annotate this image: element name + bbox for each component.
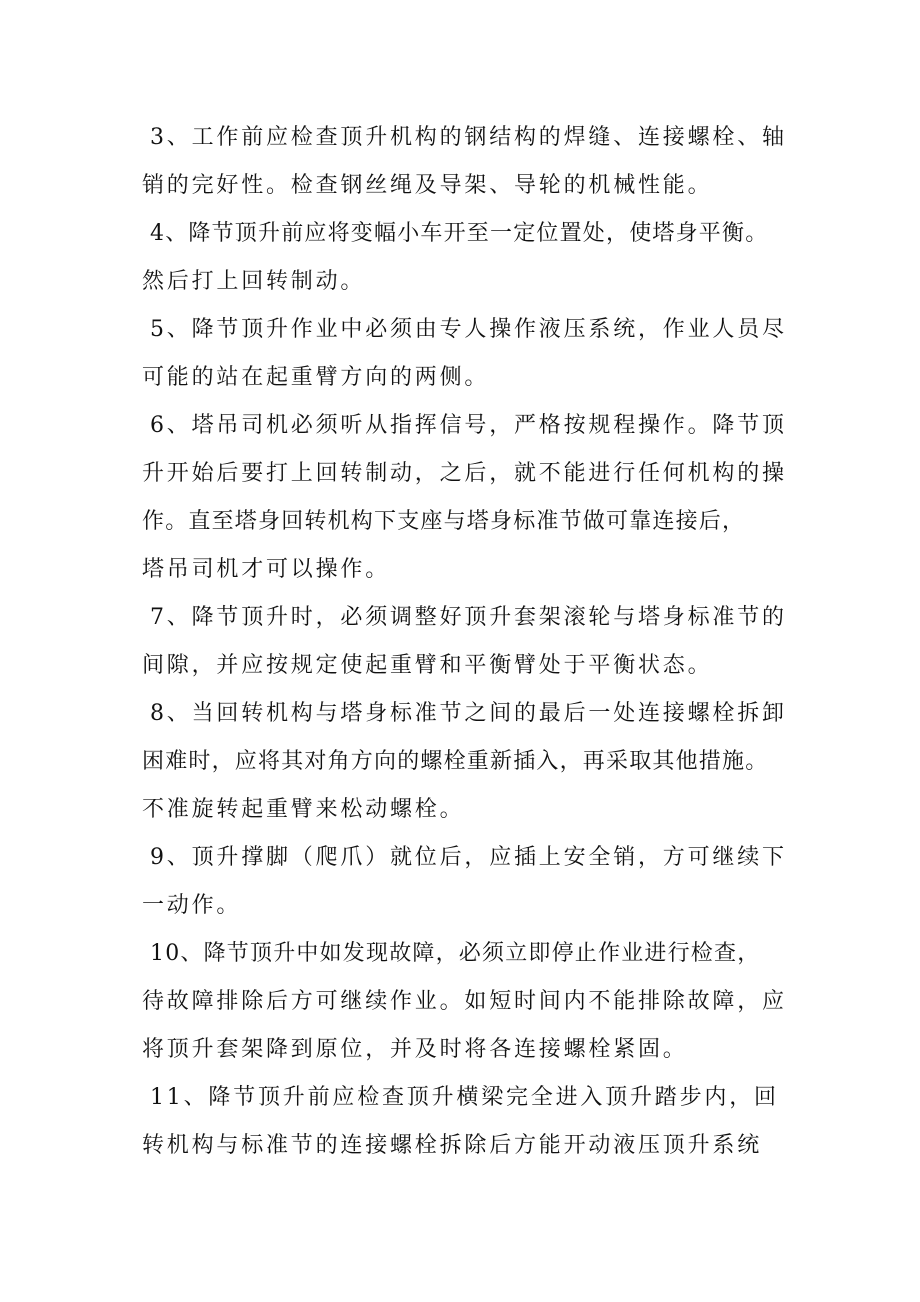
list-item-6 <box>142 402 802 594</box>
text-line: 一动作。 <box>142 893 242 918</box>
list-item-8 <box>142 690 802 834</box>
text-line: 11、降节顶升前应检查顶升横梁完全进入顶升踏步内，回 <box>150 1085 779 1110</box>
text-line: 不准旋转起重臂来松动螺栓。 <box>142 797 465 822</box>
text-line: 塔吊司机才可以操作。 <box>142 557 391 582</box>
text-line: 可能的站在起重臂方向的两侧。 <box>142 365 490 390</box>
text-line: 5、降节顶升作业中必须由专人操作液压系统，作业人员尽 <box>150 317 787 342</box>
list-item-3 <box>142 114 802 210</box>
text-line: 10、降节顶升中如发现故障，必须立即停止作业进行检查， <box>150 941 761 966</box>
text-line: 待故障排除后方可继续作业。如短时间内不能排除故障，应 <box>142 989 787 1014</box>
text-line: 6、塔吊司机必须听从指挥信号，严格按规程操作。降节顶 <box>150 413 787 438</box>
text-line: 7、降节顶升时，必须调整好顶升套架滚轮与塔身标准节的 <box>150 605 787 630</box>
text-line: 间隙，并应按规定使起重臂和平衡臂处于平衡状态。 <box>142 653 713 678</box>
list-item-11 <box>142 1074 802 1170</box>
list-item-7 <box>142 594 802 690</box>
text-line: 转机构与标准节的连接螺栓拆除后方能开动液压顶升系统 <box>142 1133 763 1158</box>
text-line: 将顶升套架降到原位，并及时将各连接螺栓紧固。 <box>142 1037 688 1062</box>
text-line: 销的完好性。检查钢丝绳及导架、导轮的机械性能。 <box>142 173 713 198</box>
document-body <box>142 114 802 1170</box>
text-line: 作。直至塔身回转机构下支座与塔身标准节做可靠连接后， <box>142 509 746 534</box>
text-line: 升开始后要打上回转制动，之后，就不能进行任何机构的操 <box>142 461 787 486</box>
text-line: 8、当回转机构与塔身标准节之间的最后一处连接螺栓拆卸 <box>150 701 787 726</box>
text-line: 然后打上回转制动。 <box>142 269 366 294</box>
text-line: 困难时，应将其对角方向的螺栓重新插入，再采取其他措施。 <box>142 749 769 774</box>
list-item-4 <box>142 210 802 306</box>
text-line: 4、降节顶升前应将变幅小车开至一定位置处，使塔身平衡。 <box>150 221 769 246</box>
list-item-5 <box>142 306 802 402</box>
text-line: 9、顶升撑脚（爬爪）就位后，应插上安全销，方可继续下 <box>150 845 787 870</box>
list-item-9 <box>142 834 802 930</box>
text-line: 3、工作前应检查顶升机构的钢结构的焊缝、连接螺栓、轴 <box>150 125 787 150</box>
list-item-10 <box>142 930 802 1074</box>
